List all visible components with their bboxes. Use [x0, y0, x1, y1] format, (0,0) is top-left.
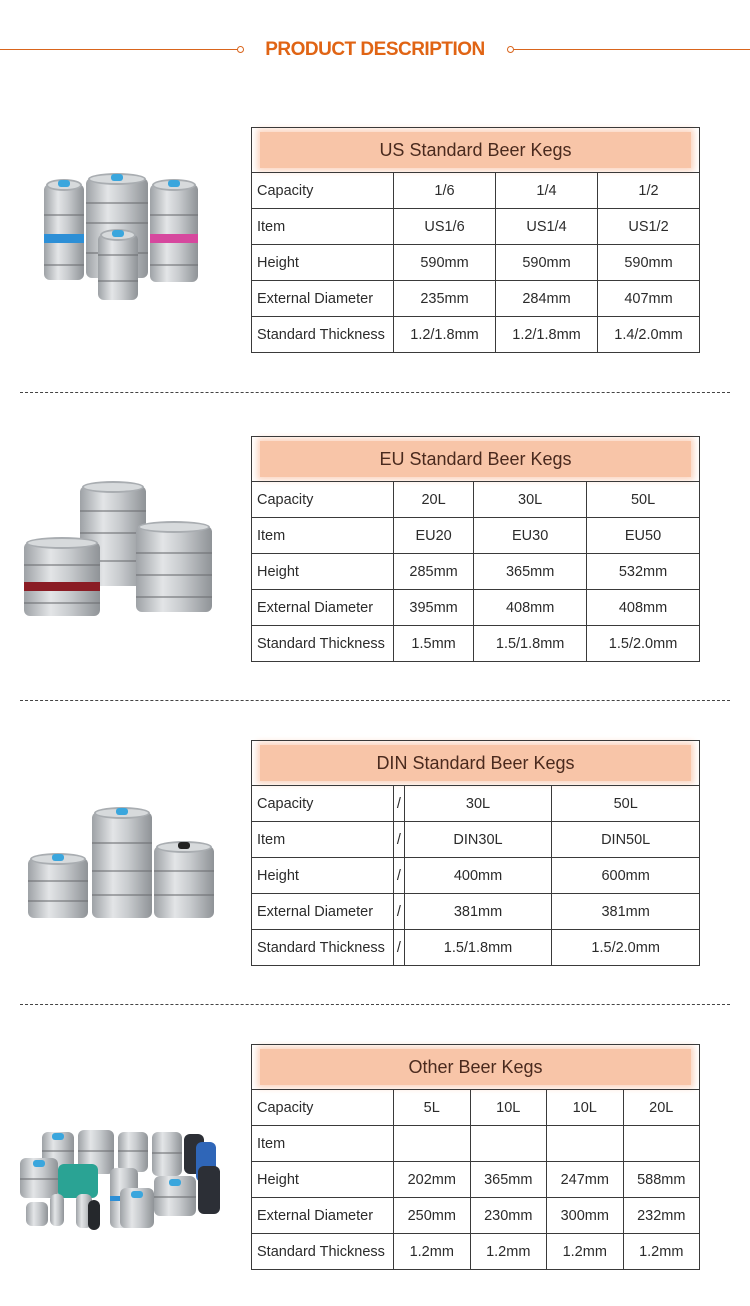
table-row: Capacity / 30L 50L: [252, 786, 700, 822]
table-row: Item US1/6 US1/4 US1/2: [252, 209, 700, 245]
table-title: US Standard Beer Kegs: [260, 132, 691, 168]
din-kegs-image: [18, 802, 223, 922]
section-divider: [20, 700, 730, 701]
table-row: Capacity 20L 30L 50L: [252, 482, 700, 518]
table-row: Height / 400mm 600mm: [252, 858, 700, 894]
table-row: External Diameter 250mm 230mm 300mm 232mm: [252, 1198, 700, 1234]
us-kegs-spec-table: [251, 127, 700, 353]
table-row: Standard Thickness 1.5mm 1.5/1.8mm 1.5/2.0mm: [252, 626, 700, 662]
other-kegs-image: [18, 1128, 223, 1228]
page-title: PRODUCT DESCRIPTION: [265, 39, 485, 60]
table-row: Capacity 1/6 1/4 1/2: [252, 173, 700, 209]
section-divider: [20, 392, 730, 393]
table-row: External Diameter 395mm 408mm 408mm: [252, 590, 700, 626]
us-kegs-image: [18, 170, 223, 310]
table-title: DIN Standard Beer Kegs: [260, 745, 691, 781]
header-dot-left: [237, 46, 244, 53]
table-title: Other Beer Kegs: [260, 1049, 691, 1085]
section-divider: [20, 1004, 730, 1005]
table-title: EU Standard Beer Kegs: [260, 441, 691, 477]
table-row: Standard Thickness 1.2mm 1.2mm 1.2mm 1.2mm: [252, 1234, 700, 1270]
product-description-header: [0, 38, 750, 62]
table-row: Item / DIN30L DIN50L: [252, 822, 700, 858]
header-divider-right: [514, 49, 750, 50]
din-kegs-spec-table: [251, 740, 700, 966]
table-row: Height 590mm 590mm 590mm: [252, 245, 700, 281]
other-kegs-spec-table: [251, 1044, 700, 1270]
eu-kegs-spec-table: [251, 436, 700, 662]
header-divider-left: [0, 49, 238, 50]
table-row: External Diameter 235mm 284mm 407mm: [252, 281, 700, 317]
table-row: Item EU20 EU30 EU50: [252, 518, 700, 554]
table-row: External Diameter / 381mm 381mm: [252, 894, 700, 930]
table-row: Item: [252, 1126, 700, 1162]
table-row: Height 285mm 365mm 532mm: [252, 554, 700, 590]
table-row: Standard Thickness / 1.5/1.8mm 1.5/2.0mm: [252, 930, 700, 966]
table-row: Standard Thickness 1.2/1.8mm 1.2/1.8mm 1.4/2.0mm: [252, 317, 700, 353]
eu-kegs-image: [18, 478, 223, 618]
table-row: Height 202mm 365mm 247mm 588mm: [252, 1162, 700, 1198]
table-row: Capacity 5L 10L 10L 20L: [252, 1090, 700, 1126]
header-dot-right: [507, 46, 514, 53]
